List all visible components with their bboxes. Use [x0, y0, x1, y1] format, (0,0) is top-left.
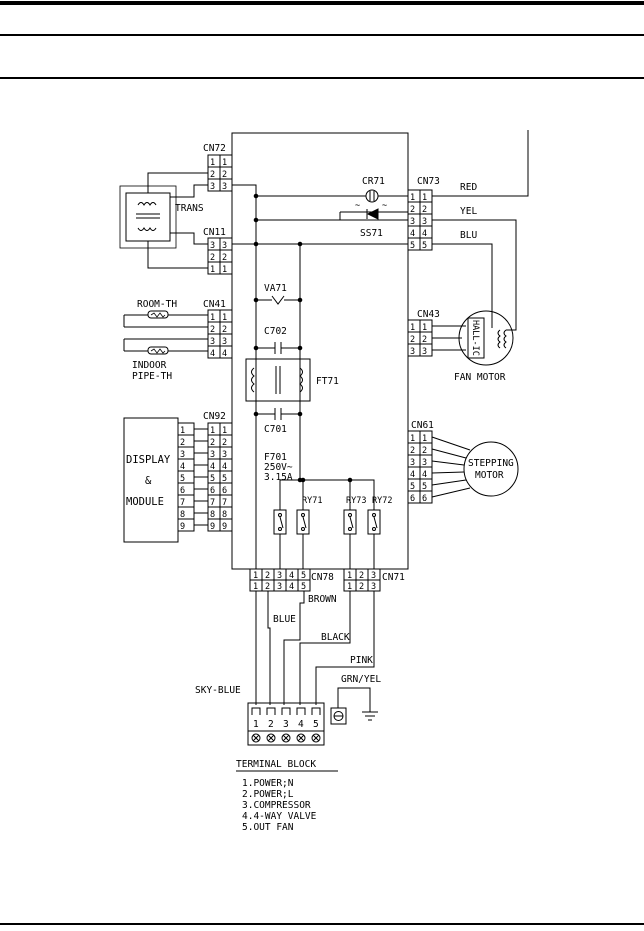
cn11-pin: 2: [222, 253, 228, 263]
fan-motor-label: FAN MOTOR: [454, 372, 506, 383]
terminal-screw-icon: [312, 734, 320, 742]
cn61-pin: 6: [422, 494, 428, 504]
wire: [148, 241, 208, 268]
cn71-label: CN71: [382, 572, 405, 583]
module-label: MODULE: [126, 496, 164, 508]
terminal-number: 1: [253, 719, 259, 730]
cn73-pin: 2: [410, 205, 416, 215]
va71-component: [254, 283, 302, 304]
cn71-pin: 2: [359, 582, 365, 592]
cn61-pin: 2: [422, 446, 428, 456]
cn41-label: CN41: [203, 299, 226, 310]
cn61-pin: 2: [410, 446, 416, 456]
relay-switch: [274, 510, 286, 534]
cn43-label: CN43: [417, 309, 440, 320]
display-pin: 8: [180, 510, 186, 520]
cn78-pin: 4: [289, 571, 295, 581]
wire-grn-yel-label: GRN/YEL: [341, 674, 382, 685]
cn92-pin: 3: [210, 450, 216, 460]
ry73-relay: [344, 496, 366, 534]
cn61-pin: 5: [410, 482, 416, 492]
display-pin: 3: [180, 450, 186, 460]
cn92-pin: 9: [222, 522, 228, 532]
cn92-pin: 7: [222, 498, 228, 508]
ft71-label: FT71: [316, 376, 339, 387]
cn78-pin: 3: [277, 571, 283, 581]
cn41-pin: 4: [222, 349, 228, 359]
ry72-relay: [368, 496, 392, 534]
terminal-number: 5: [313, 719, 319, 730]
display-pin-column: [178, 423, 194, 532]
ry72-label: RY72: [372, 496, 393, 506]
cn43-pin: 1: [422, 323, 428, 333]
wire-brown: [284, 591, 304, 705]
cn73-pin: 1: [410, 193, 416, 203]
display-pin: 1: [180, 426, 186, 436]
cn41-pin: 3: [222, 337, 228, 347]
legend-item: 2.POWER;L: [242, 789, 294, 800]
cn92-pin: 8: [222, 510, 228, 520]
cn43-pin: 1: [410, 323, 416, 333]
cn71-pin: 1: [347, 582, 353, 592]
indoor-label: INDOOR: [132, 360, 167, 371]
cn92-label: CN92: [203, 411, 226, 422]
cn72-pin: 3: [222, 182, 228, 192]
display-label: DISPLAY: [126, 454, 171, 466]
cn41-pin: 3: [210, 337, 216, 347]
cn61-pin: 6: [410, 494, 416, 504]
cn92-pin: 2: [210, 438, 216, 448]
cn61-pin: 3: [410, 458, 416, 468]
display-pin: 5: [180, 474, 186, 484]
cn78-label: CN78: [311, 572, 334, 583]
terminal-screw-icon: [297, 734, 305, 742]
cn43-pin: 2: [410, 335, 416, 345]
cn11-pin: 1: [222, 265, 228, 275]
terminal-number: 4: [298, 719, 304, 730]
wire-brown-label: BROWN: [308, 594, 337, 605]
cn73-pin: 2: [422, 205, 428, 215]
cn73-pin: 5: [422, 241, 428, 251]
ground-terminal: [331, 688, 378, 724]
indoor-pipe-thermistor: [124, 339, 208, 354]
display-module: [124, 418, 178, 542]
ft71-component: [246, 359, 339, 401]
va71-label: VA71: [264, 283, 287, 294]
cn11-pin: 3: [210, 241, 216, 251]
terminal-screw-icon: [282, 734, 290, 742]
wire-yel-label: YEL: [460, 206, 478, 217]
wire-blue: [268, 591, 270, 705]
display-pin: 2: [180, 438, 186, 448]
stepping-motor: [464, 442, 518, 496]
hall-ic-label: HALL-IC: [470, 320, 480, 356]
terminal-block: [248, 703, 324, 745]
cn73-pin: 4: [422, 229, 428, 239]
cn78-pin: 1: [253, 571, 259, 581]
terminal-number: 3: [283, 719, 289, 730]
cn11-pin: 2: [210, 253, 216, 263]
cn92-pin: 5: [222, 474, 228, 484]
cn78-pin: 2: [265, 571, 271, 581]
legend-item: 3.COMPRESSOR: [242, 800, 311, 811]
junction-dot: [348, 478, 352, 482]
f701-fuse: [264, 452, 302, 483]
cn78-pin: 2: [265, 582, 271, 592]
cn43-pin: 2: [422, 335, 428, 345]
cn73-label: CN73: [417, 176, 440, 187]
terminal-block-title: TERMINAL BLOCK: [236, 759, 317, 770]
cn61-label: CN61: [411, 420, 434, 431]
cn72-pin: 2: [210, 170, 216, 180]
cn78-connector: [250, 569, 334, 592]
cn61-pin: 1: [422, 434, 428, 444]
room-thermistor: [124, 311, 208, 327]
cn61-pin: 4: [410, 470, 416, 480]
cn41-connector: [203, 299, 232, 359]
cn73-pin: 4: [410, 229, 416, 239]
cn11-pin: 1: [210, 265, 216, 275]
legend-item: 1.POWER;N: [242, 778, 294, 789]
c702-label: C702: [264, 326, 287, 337]
cn71-pin: 3: [371, 582, 377, 592]
junction-dot: [301, 478, 305, 482]
cn72-pin: 1: [210, 158, 216, 168]
cn71-pin: 1: [347, 571, 353, 581]
cn92-pin: 3: [222, 450, 228, 460]
cn41-pin: 2: [222, 325, 228, 335]
cn61-pin: 3: [422, 458, 428, 468]
trans-label: TRANS: [175, 203, 204, 214]
wire-pink-label: PINK: [350, 655, 373, 666]
display-pin: 4: [180, 462, 186, 472]
cn73-pin: 1: [422, 193, 428, 203]
legend-item: 4.4-WAY VALVE: [242, 811, 317, 822]
transformer: [126, 193, 204, 241]
junction-dot: [254, 194, 258, 198]
cn61-pin: 5: [422, 482, 428, 492]
display-pin: 9: [180, 522, 186, 532]
cn78-pin: 1: [253, 582, 259, 592]
terminal-screw-icon: [267, 734, 275, 742]
cn61-pin: 1: [410, 434, 416, 444]
cn72-pin: 2: [222, 170, 228, 180]
cn71-connector: [344, 569, 405, 592]
cn92-pin: 8: [210, 510, 216, 520]
junction-dot: [254, 218, 258, 222]
cn43-pin: 3: [410, 347, 416, 357]
ry71-label: RY71: [302, 496, 323, 506]
cn61-connector: [408, 420, 434, 504]
cn78-pin: 4: [289, 582, 295, 592]
cn73-connector: [408, 176, 440, 251]
cn41-pin: 2: [210, 325, 216, 335]
terminal-number: 2: [268, 719, 274, 730]
wire-red-label: RED: [460, 182, 478, 193]
terminal-screw-icon: [252, 734, 260, 742]
cn92-pin: 1: [210, 426, 216, 436]
c702-component: [254, 326, 302, 354]
motor-label: MOTOR: [475, 470, 504, 481]
ry73-label: RY73: [346, 496, 367, 506]
cn41-pin: 1: [222, 313, 228, 323]
wire-red: [432, 130, 528, 196]
stepping-label: STEPPING: [468, 458, 514, 469]
cn73-pin: 3: [422, 217, 428, 227]
cn92-pin: 4: [222, 462, 228, 472]
fan-motor: [454, 311, 513, 383]
cn92-pin: 7: [210, 498, 216, 508]
cn78-pin: 5: [301, 582, 307, 592]
cn41-pin: 4: [210, 349, 216, 359]
room-th-label: ROOM-TH: [137, 299, 178, 310]
cn92-pin: 5: [210, 474, 216, 484]
ry71-relay: [297, 496, 322, 534]
wire-blue-label: BLUE: [273, 614, 296, 625]
cn72-pin: 3: [210, 182, 216, 192]
cn11-pin: 3: [222, 241, 228, 251]
cn92-pin: 1: [222, 426, 228, 436]
wire-black-label: BLACK: [321, 632, 350, 643]
cn71-pin: 2: [359, 571, 365, 581]
display-pin: 6: [180, 486, 186, 496]
cn73-pin: 3: [410, 217, 416, 227]
cn92-pin: 2: [222, 438, 228, 448]
ss71-wave: ~: [355, 201, 361, 211]
cn71-pin: 3: [371, 571, 377, 581]
wire-blu: [432, 244, 492, 328]
pipe-th-label: PIPE-TH: [132, 371, 173, 382]
junction-dot: [254, 242, 258, 246]
trans-frame: [120, 186, 176, 248]
wire-blu-label: BLU: [460, 230, 478, 241]
fuse-current: 3.15A: [264, 472, 293, 483]
cn11-label: CN11: [203, 227, 226, 238]
cr71-label: CR71: [362, 176, 385, 187]
cn92-pin: 6: [222, 486, 228, 496]
ss71-wave: ~: [382, 201, 388, 211]
cn73-pin: 5: [410, 241, 416, 251]
wire-sky-blue-label: SKY-BLUE: [195, 685, 241, 696]
fuse-voltage: 250V~: [264, 462, 293, 473]
cn78-pin: 5: [301, 571, 307, 581]
ss71-label: SS71: [360, 228, 383, 239]
c701-component: [254, 408, 302, 435]
cn92-pin: 4: [210, 462, 216, 472]
legend-item: 5.OUT FAN: [242, 822, 294, 833]
cr71-component: [362, 176, 385, 202]
display-pin: 7: [180, 498, 186, 508]
display-amp-label: &: [145, 475, 152, 487]
cn72-pin: 1: [222, 158, 228, 168]
wire: [148, 173, 208, 193]
cn92-pin: 9: [210, 522, 216, 532]
cn43-pin: 3: [422, 347, 428, 357]
cn41-pin: 1: [210, 313, 216, 323]
fuse-label: F701: [264, 452, 287, 463]
cn92-pin: 6: [210, 486, 216, 496]
c701-label: C701: [264, 424, 287, 435]
junction-dot: [298, 242, 302, 246]
display-wires: [194, 429, 208, 525]
cn72-label: CN72: [203, 143, 226, 154]
cn61-pin: 4: [422, 470, 428, 480]
cn78-pin: 3: [277, 582, 283, 592]
